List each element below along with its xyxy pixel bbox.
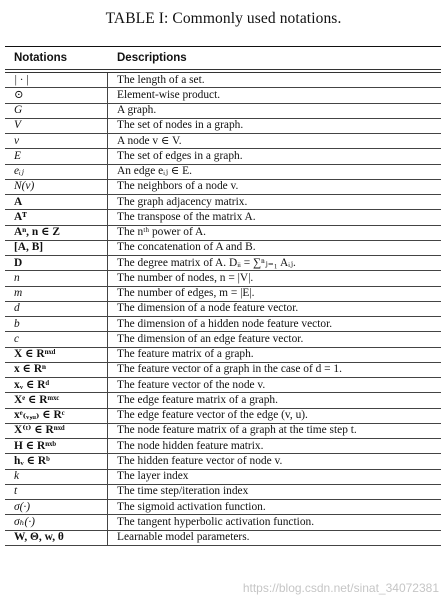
description-cell: The dimension of a hidden node feature vector. <box>117 317 333 330</box>
table-row <box>5 500 441 515</box>
table-row <box>5 73 441 88</box>
notation-cell: hᵥ ∈ Rᵇ <box>5 454 108 468</box>
description-cell: A node v ∈ V. <box>117 134 182 147</box>
description-cell: The concatenation of A and B. <box>117 241 256 254</box>
notation-cell: A <box>5 195 108 209</box>
notation-cell: c <box>5 332 108 346</box>
notation-cell: k <box>5 470 108 484</box>
notation-cell: xᵥ ∈ Rᵈ <box>5 378 108 392</box>
table-row <box>5 88 441 103</box>
table-row <box>5 378 441 393</box>
notation-cell: | · | <box>5 73 108 87</box>
table-row <box>5 424 441 439</box>
table-row <box>5 393 441 408</box>
notation-cell: D <box>5 256 108 270</box>
description-cell: The layer index <box>117 470 189 483</box>
notation-cell: xᵉ₍ᵥ,ᵤ₎ ∈ Rᶜ <box>5 409 108 423</box>
description-cell: The neighbors of a node v. <box>117 180 239 193</box>
notation-cell: Xᵉ ∈ Rᵐˣᶜ <box>5 393 108 407</box>
notation-cell: X⁽ᵗ⁾ ∈ Rⁿˣᵈ <box>5 424 108 438</box>
table-row <box>5 332 441 347</box>
header-rule <box>5 69 441 70</box>
description-cell: The set of nodes in a graph. <box>117 119 244 132</box>
header-notations: Notations <box>14 52 68 64</box>
table-row <box>5 439 441 454</box>
notation-cell: σ(·) <box>5 500 108 514</box>
table-row <box>5 287 441 302</box>
description-cell: The node feature matrix of a graph at the time step t. <box>117 424 357 437</box>
table-row <box>5 409 441 424</box>
table-row <box>5 363 441 378</box>
description-cell: The degree matrix of A. Dᵢᵢ = ∑ⁿⱼ₌₁ Aᵢⱼ. <box>117 256 296 269</box>
table-body <box>5 73 441 546</box>
notation-cell: n <box>5 271 108 285</box>
table-row <box>5 271 441 286</box>
description-cell: The edge feature matrix of a graph. <box>117 393 278 406</box>
table-row <box>5 119 441 134</box>
table-header <box>5 47 441 69</box>
table-caption: TABLE I: Commonly used notations. <box>105 10 342 27</box>
notation-cell: N(v) <box>5 180 108 194</box>
notation-cell: m <box>5 287 108 301</box>
description-cell: The nᵗʰ power of A. <box>117 226 207 239</box>
table-row <box>5 256 441 271</box>
description-cell: An edge eᵢⱼ ∈ E. <box>117 165 192 178</box>
notation-cell: H ∈ Rⁿˣᵇ <box>5 439 108 453</box>
description-cell: The set of edges in a graph. <box>117 149 243 162</box>
notation-cell: b <box>5 317 108 331</box>
description-cell: Learnable model parameters. <box>117 531 250 544</box>
description-cell: The graph adjacency matrix. <box>117 195 248 208</box>
table-row <box>5 210 441 225</box>
notation-cell: [A, B] <box>5 241 108 255</box>
notation-cell: σₕ(·) <box>5 515 108 529</box>
notation-cell: d <box>5 302 108 316</box>
notation-cell: X ∈ Rⁿˣᵈ <box>5 348 108 362</box>
notation-cell: Aⁿ, n ∈ Z <box>5 226 108 240</box>
notation-cell: t <box>5 485 108 499</box>
notation-cell: v <box>5 134 108 148</box>
description-cell: The tangent hyperbolic activation function. <box>117 515 315 528</box>
description-cell: Element-wise product. <box>117 88 221 101</box>
description-cell: The number of edges, m = |E|. <box>117 287 255 300</box>
watermark-text: https://blog.csdn.net/sinat_34072381 <box>242 581 439 595</box>
notation-cell: eᵢⱼ <box>5 165 108 179</box>
description-cell: The transpose of the matrix A. <box>117 210 256 223</box>
description-cell: The sigmoid activation function. <box>117 500 266 513</box>
notation-cell: Aᵀ <box>5 210 108 224</box>
table-row <box>5 302 441 317</box>
table-row <box>5 134 441 149</box>
table-row <box>5 531 441 546</box>
notation-cell: W, Θ, w, θ <box>5 531 108 545</box>
description-cell: A graph. <box>117 104 157 117</box>
header-descriptions: Descriptions <box>117 52 187 64</box>
description-cell: The feature matrix of a graph. <box>117 348 254 361</box>
table-row <box>5 104 441 119</box>
description-cell: The time step/iteration index <box>117 485 249 498</box>
description-cell: The feature vector of the node v. <box>117 378 266 391</box>
description-cell: The length of a set. <box>117 73 205 86</box>
table-row <box>5 165 441 180</box>
table-row <box>5 470 441 485</box>
notation-cell: V <box>5 119 108 133</box>
table-row <box>5 454 441 469</box>
table-row <box>5 180 441 195</box>
notation-cell: G <box>5 104 108 118</box>
description-cell: The hidden feature vector of node v. <box>117 454 283 467</box>
notation-cell: E <box>5 149 108 163</box>
notation-cell: ⊙ <box>5 88 108 102</box>
table-row <box>5 317 441 332</box>
table-row <box>5 226 441 241</box>
description-cell: The number of nodes, n = |V|. <box>117 271 254 284</box>
description-cell: The dimension of an edge feature vector. <box>117 332 304 345</box>
description-cell: The dimension of a node feature vector. <box>117 302 299 315</box>
table-row <box>5 195 441 210</box>
notations-table <box>5 46 441 546</box>
description-cell: The feature vector of a graph in the case of d = 1. <box>117 363 342 376</box>
description-cell: The edge feature vector of the edge (v, u). <box>117 409 308 422</box>
table-row <box>5 149 441 164</box>
table-row <box>5 515 441 530</box>
notation-cell: x ∈ Rⁿ <box>5 363 108 377</box>
table-row <box>5 241 441 256</box>
table-row <box>5 348 441 363</box>
description-cell: The node hidden feature matrix. <box>117 439 264 452</box>
table-row <box>5 485 441 500</box>
